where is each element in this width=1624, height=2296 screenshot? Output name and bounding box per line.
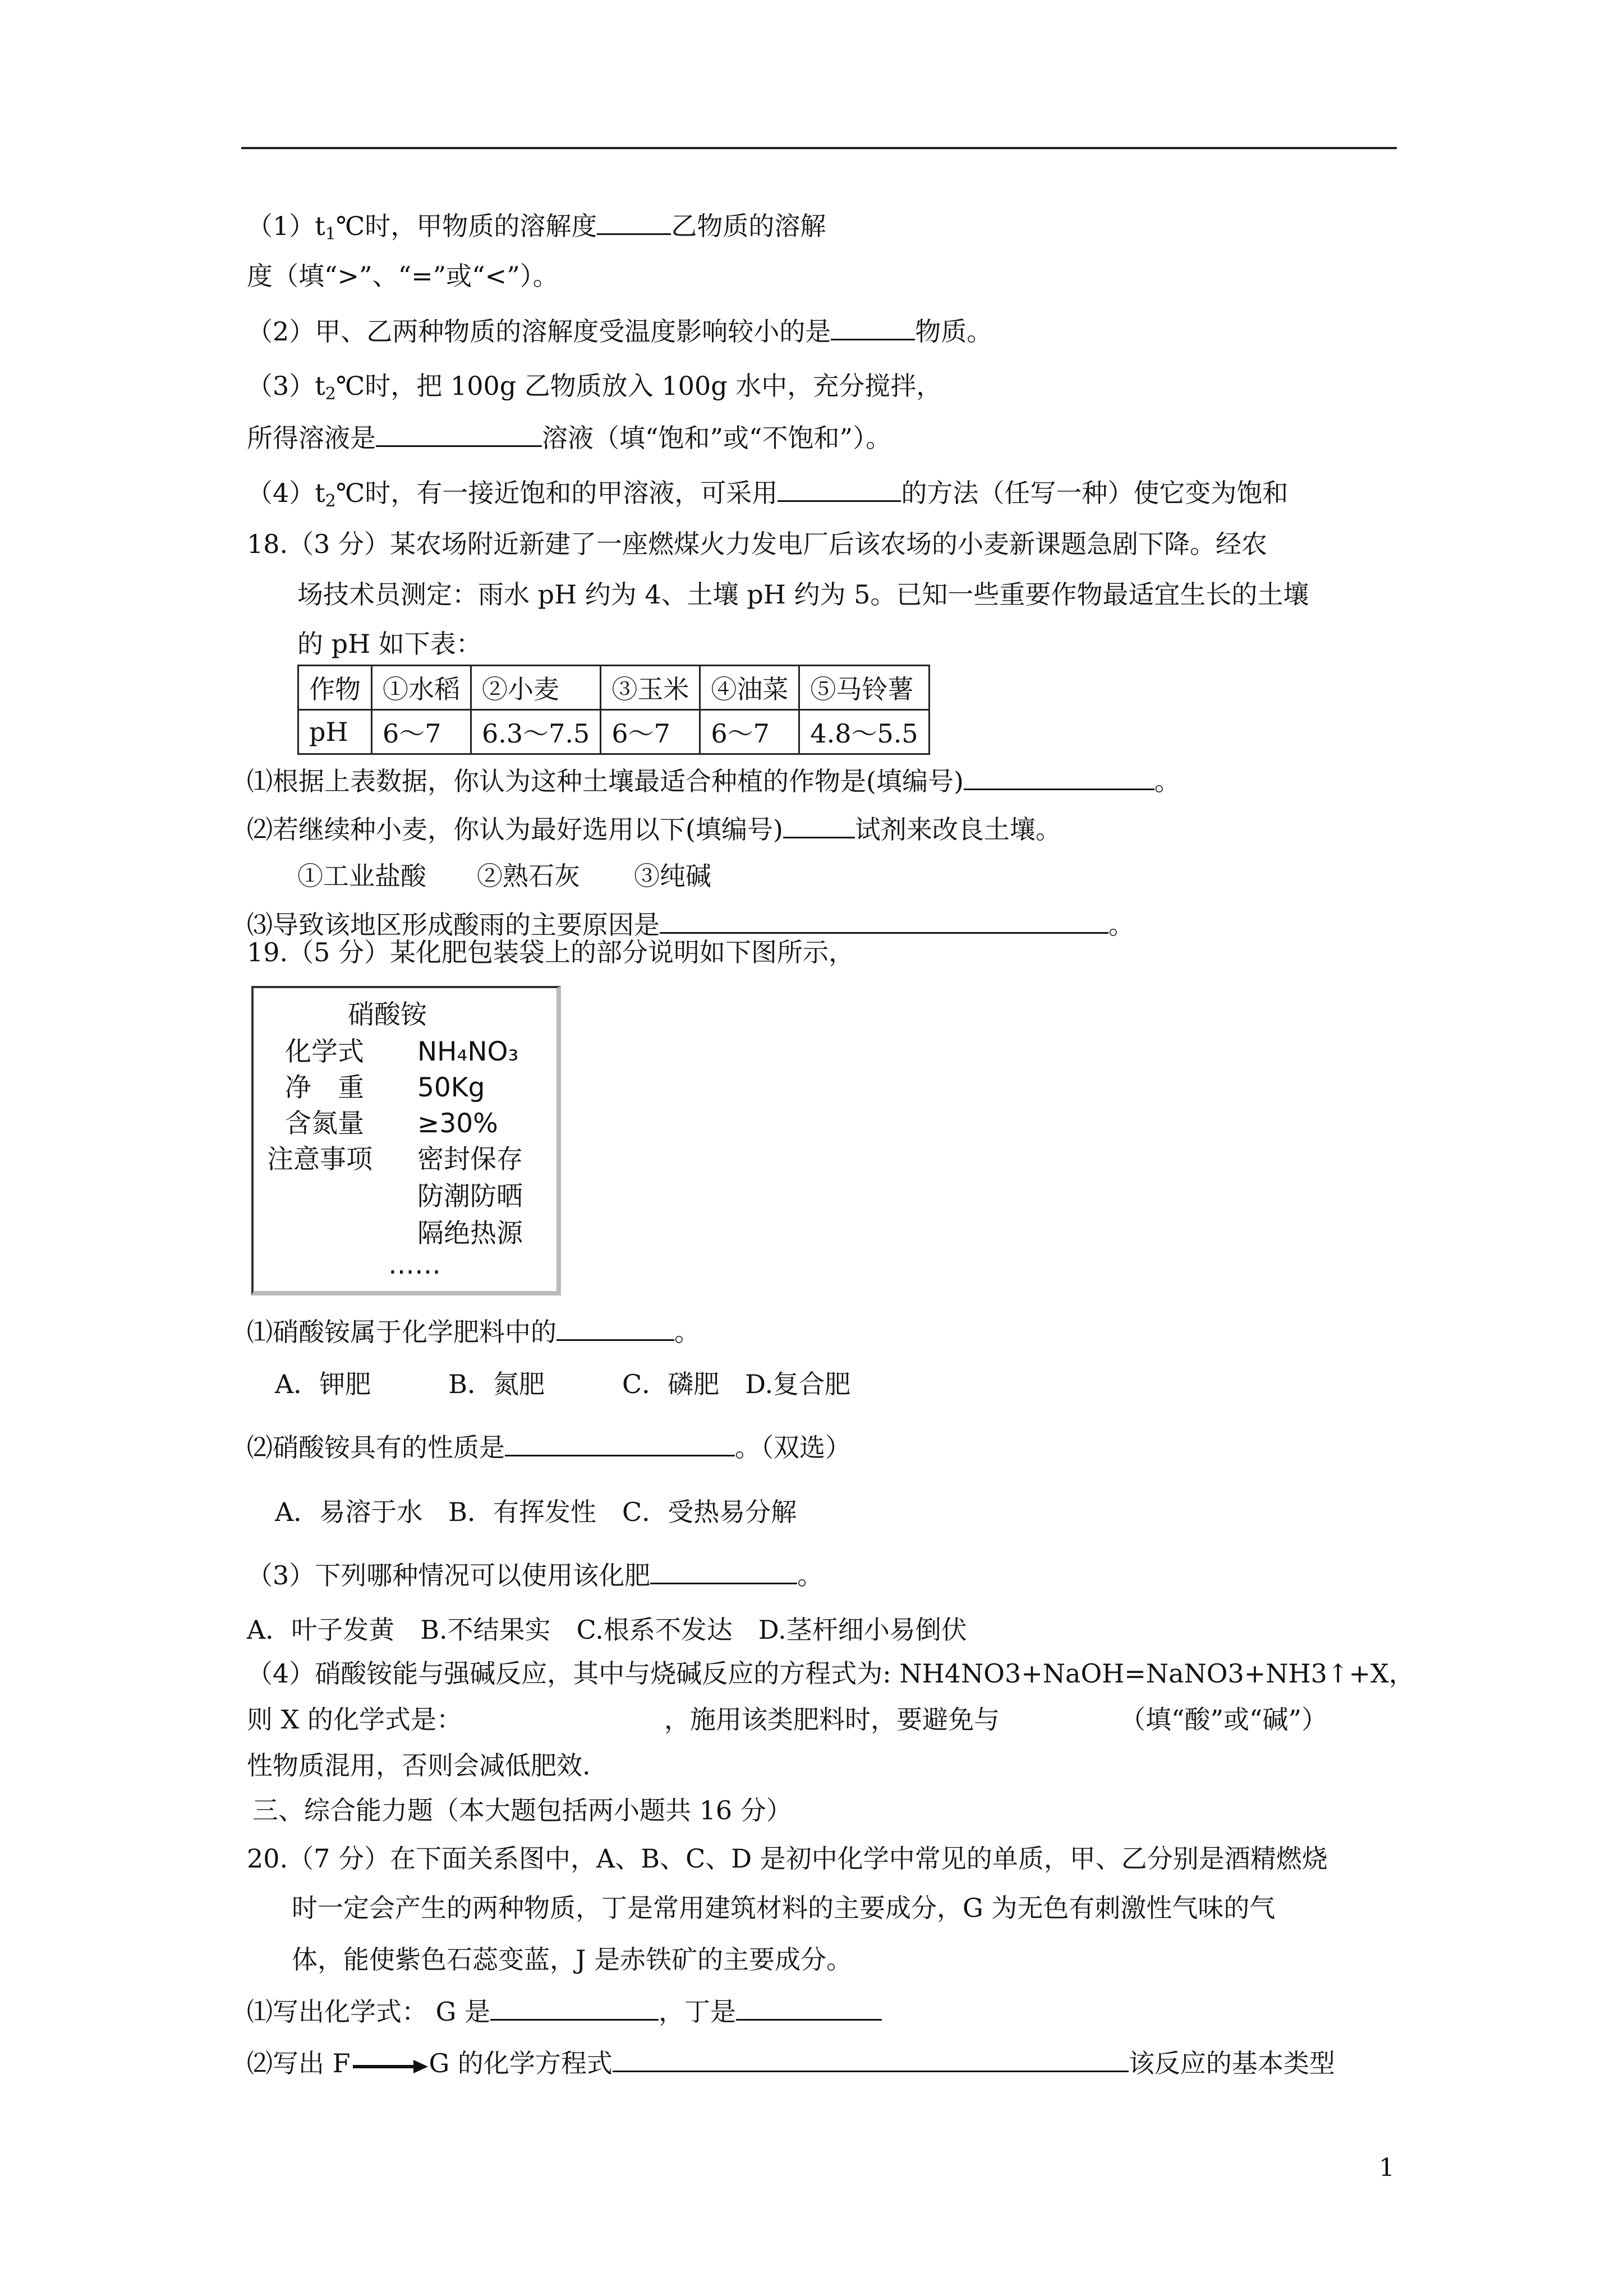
table-cell: ②小麦: [471, 666, 601, 710]
page-number: 1: [1379, 2154, 1395, 2182]
q19-sub4-line1: （4）硝酸铵能与强碱反应，其中与烧碱反应的方程式为: NH4NO3+NaOH=NaNO3+NH3↑+X，: [247, 1658, 1415, 1689]
header-rule: [241, 147, 1397, 149]
q18-sub3: ⑶导致该地区形成酸雨的主要原因是 。: [247, 907, 1134, 942]
label-value: 密封保存: [417, 1144, 523, 1175]
answer-blank[interactable]: [650, 1558, 797, 1584]
q17-part2: （2）甲、乙两种物质的溶解度受温度影响较小的是 物质。: [247, 314, 992, 348]
table-cell: ⑤马铃薯: [799, 666, 929, 710]
q19-sub4-line2: 则 X 的化学式是： ，施用该类肥料时，要避免与 （填“酸”或“碱”）: [247, 1704, 1328, 1735]
label-value: ≥30%: [417, 1108, 498, 1139]
label-key: 注意事项: [267, 1144, 372, 1175]
answer-blank[interactable]: [736, 1994, 882, 2021]
q20-sub2: ⑵写出 F G 的化学方程式 该反应的基本类型: [247, 2046, 1335, 2080]
label-value: 防潮防晒: [417, 1181, 523, 1212]
q17-part3-line2: 所得溶液是 溶液（填“饱和”或“不饱和”）。: [247, 421, 891, 455]
label-key: 化学式: [285, 1036, 364, 1067]
reaction-arrow-icon: [351, 2054, 429, 2077]
table-cell: ①水稻: [372, 666, 471, 710]
q18-sub2: ⑵若继续种小麦，你认为最好选用以下(填编号) 试剂来改良土壤。: [247, 812, 1061, 846]
table-cell: 6.3～7.5: [471, 710, 601, 754]
q19-sub1-options: A．钾肥 B．氮肥 C．磷肥 D.复合肥: [275, 1369, 851, 1399]
q19-sub3-options: A．叶子发黄 B.不结果实 C.根系不发达 D.茎杆细小易倒伏: [247, 1615, 967, 1645]
answer-blank[interactable]: [613, 2046, 1129, 2072]
q20-stem-line3: 体，能使紫色石蕊变蓝，J 是赤铁矿的主要成分。: [292, 1944, 853, 1975]
q17-part1-line2: 度（填“>”、“=”或“<”）。: [247, 261, 559, 291]
answer-blank[interactable]: [505, 1430, 735, 1456]
q20-stem-line1: 20.（7 分）在下面关系图中，A、B、C、D 是初中化学中常见的单质，甲、乙分别是酒精燃烧: [247, 1843, 1328, 1874]
label-ellipsis: ……: [388, 1250, 441, 1280]
q19-sub2: ⑵硝酸铵具有的性质是 。（双选）: [247, 1430, 851, 1464]
crop-ph-table: [297, 665, 930, 755]
answer-blank[interactable]: [556, 1315, 674, 1341]
q18-sub1: ⑴根据上表数据，你认为这种土壤最适合种植的作物是(填编号) 。: [247, 764, 1180, 798]
section-heading: 三、综合能力题（本大题包括两小题共 16 分）: [252, 1795, 792, 1825]
label-key: 含氮量: [285, 1108, 364, 1139]
answer-blank[interactable]: [783, 812, 855, 838]
answer-blank[interactable]: [597, 209, 671, 235]
table-cell: 4.8～5.5: [799, 710, 929, 754]
table-cell: ④油菜: [700, 666, 799, 710]
answer-blank[interactable]: [376, 421, 542, 447]
q17-part1-line1: $(1)t_1℃$时，甲物质的溶解度 乙物质的溶解: [247, 209, 826, 251]
table-cell: 6～7: [372, 710, 471, 754]
label-key: 净 重: [285, 1072, 364, 1103]
q18-stem-line3: 的 pH 如下表：: [297, 629, 482, 659]
answer-blank[interactable]: [660, 907, 1108, 934]
answer-blank[interactable]: [964, 764, 1154, 790]
table-cell: 作物: [298, 666, 372, 710]
q17-part4: $(4)t_2℃$时，有一接近饱和的甲溶液，可采用 的方法（任写一种）使它变为饱和: [247, 476, 1288, 518]
table-cell: ③玉米: [601, 666, 700, 710]
q19-sub3: （3）下列哪种情况可以使用该化肥 。: [247, 1558, 823, 1592]
q20-stem-line2: 时一定会产生的两种物质，丁是常用建筑材料的主要成分，G 为无色有刺激性气味的气: [292, 1893, 1276, 1923]
q19-sub2-options: A．易溶于水 B．有挥发性 C．受热易分解: [275, 1497, 797, 1527]
q19-sub1: ⑴硝酸铵属于化学肥料中的 。: [247, 1315, 700, 1349]
answer-blank[interactable]: [490, 1994, 659, 2021]
q18-stem-line1: 18.（3 分）某农场附近新建了一座燃煤火力发电厂后该农场的小麦新课题急剧下降。经农: [247, 529, 1268, 559]
table-cell: pH: [298, 710, 372, 754]
table-row: [298, 666, 930, 710]
label-title: 硝酸铵: [348, 999, 427, 1030]
q18-options: ①工业盐酸 ②熟石灰 ③纯碱: [297, 861, 711, 891]
table-cell: 6～7: [601, 710, 700, 754]
q17-part3-line1: $(3)t_2℃$时，把 100g 乙物质放入 100g 水中，充分搅拌，: [247, 371, 942, 404]
q20-sub1: ⑴写出化学式： G 是 ，丁是: [247, 1994, 882, 2028]
fertilizer-label: [251, 986, 561, 1295]
label-value: 隔绝热源: [417, 1218, 523, 1249]
answer-blank[interactable]: [778, 476, 901, 502]
table-row: [298, 710, 930, 754]
q19-sub4-line3: 性物质混用，否则会减低肥效.: [247, 1750, 591, 1781]
table-cell: 6～7: [700, 710, 799, 754]
label-value: NH₄NO₃: [417, 1036, 519, 1067]
answer-blank[interactable]: [831, 314, 915, 340]
q18-stem-line2: 场技术员测定：雨水 pH 约为 4、土壤 pH 约为 5。已知一些重要作物最适宜生长的土壤: [297, 579, 1309, 610]
label-value: 50Kg: [417, 1072, 485, 1103]
q19-intro: 19.（5 分）某化肥包装袋上的部分说明如下图所示，: [247, 937, 855, 967]
